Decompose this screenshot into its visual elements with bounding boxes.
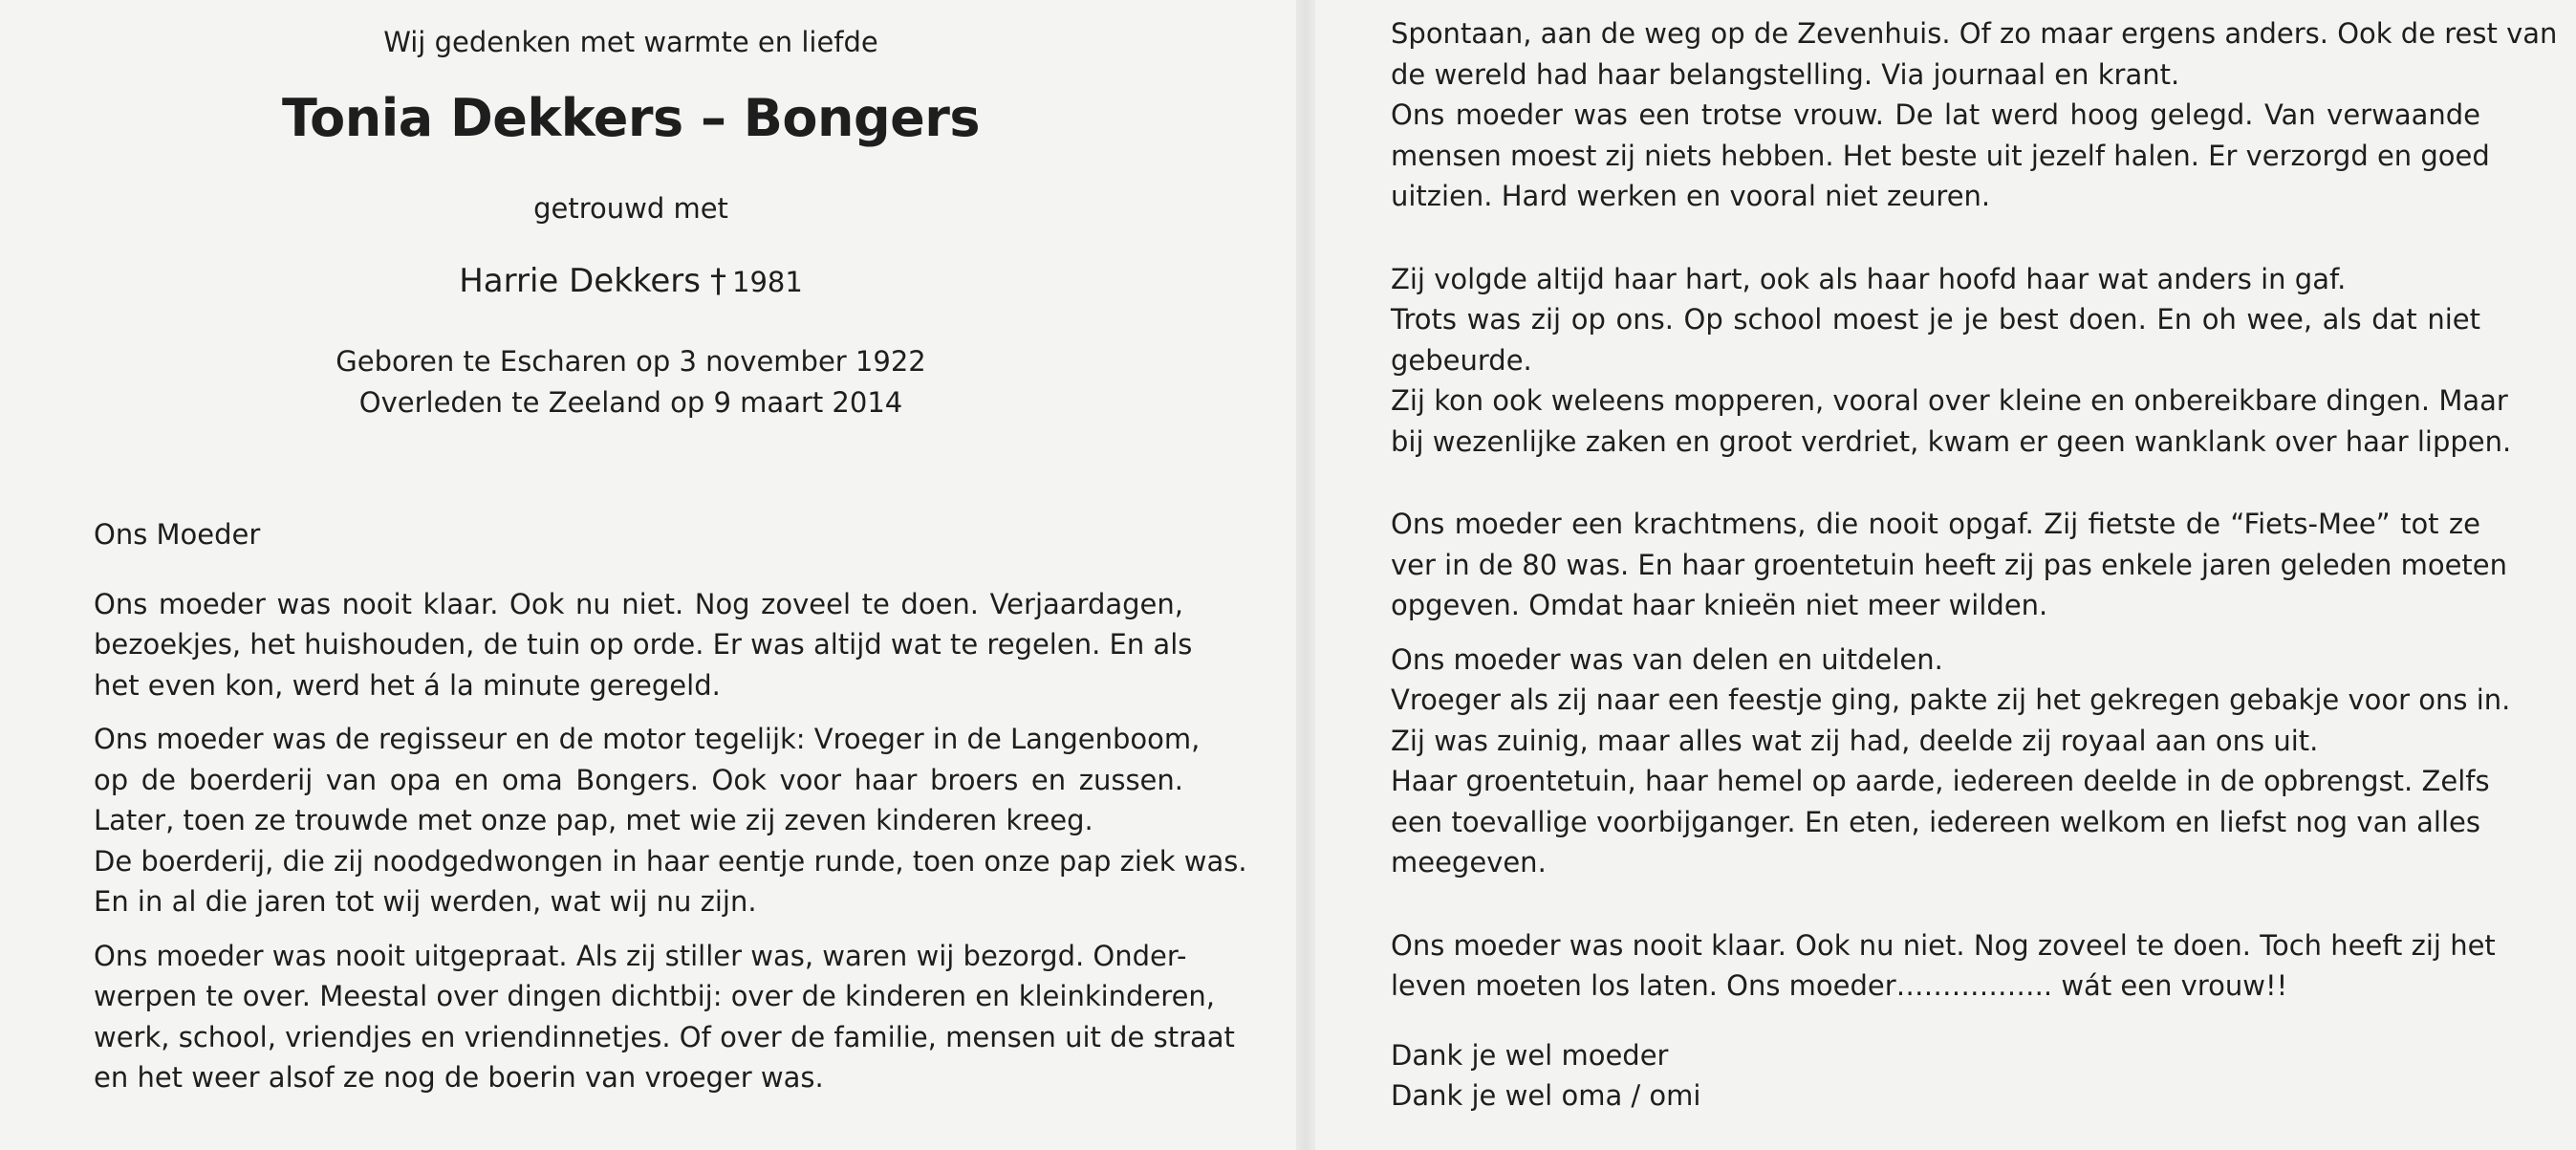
paragraph	[1391, 640, 2511, 883]
text-line: Ons moeder was de regisseur en de motor tegelijk: Vroeger in de Langenboom,	[94, 723, 1201, 755]
paragraph	[1391, 13, 2558, 217]
spouse-death-year: 1981	[732, 266, 803, 298]
text-line: Later, toen ze trouwde met onze pap, met wie zij zeven kinderen kreeg.	[94, 804, 1093, 836]
paragraph	[1391, 925, 2496, 1007]
text-line: bij wezenlijke zaken en groot verdriet, kwam er geen wanklank over haar lippen.	[1391, 424, 2512, 458]
text-line: Trots was zij op ons. Op school moest je je best doen. En oh wee, als dat niet	[1391, 303, 2480, 336]
text-line: meegeven.	[1391, 846, 1547, 879]
married-text: getrouwd met	[533, 192, 728, 225]
text-line: Zij kon ook weleens mopperen, vooral over kleine en onbereikbare dingen. Maar	[1391, 384, 2508, 417]
text-line: En in al die jaren tot wij werden, wat wij nu zijn.	[94, 885, 757, 918]
text-line: mensen moest zij niets hebben. Het beste uit jezelf halen. Er verzorgd en goed	[1391, 139, 2490, 172]
text-line: Ons moeder was nooit klaar. Ook nu niet. Nog zoveel te doen. Toch heeft zij het	[1391, 928, 2496, 962]
text-line: het even kon, werd het á la minute geregeld.	[94, 668, 721, 702]
spouse-line	[0, 260, 1262, 303]
closing-line: Dank je wel oma / omi	[1391, 1079, 1701, 1112]
text-line: opgeven. Omdat haar knieën niet meer wilden.	[1391, 589, 2048, 621]
paragraph	[1391, 504, 2508, 626]
text-line: Zij was zuinig, maar alles wat zij had, deelde zij royaal aan ons uit.	[1391, 724, 2319, 757]
life-dates	[0, 341, 1262, 423]
text-line: op de boerderij van opa en oma Bongers. Ook voor haar broers en zussen.	[94, 763, 1183, 796]
text-line: de wereld had haar belangstelling. Via journaal en krant.	[1391, 57, 2180, 91]
text-line: bezoekjes, het huishouden, de tuin op orde. Er was altijd wat te regelen. En als	[94, 628, 1193, 661]
salutation-text: Ons Moeder	[94, 518, 261, 551]
text-line: Ons moeder was nooit uitgepraat. Als zij stiller was, waren wij bezorgd. Onder-	[94, 939, 1187, 972]
right-column	[1391, 13, 2558, 1117]
text-line: gebeurde.	[1391, 343, 1532, 377]
text-line: Ons moeder een krachtmens, die nooit opgaf. Zij fietste de “Fiets-Mee” tot ze	[1391, 508, 2480, 540]
paragraph	[94, 936, 1235, 1098]
text-line: De boerderij, die zij noodgedwongen in haar eentje runde, toen onze pap ziek was.	[94, 844, 1247, 878]
intro-text: Wij gedenken met warmte en liefde	[383, 26, 878, 58]
text-line: een toevallige voorbijganger. En eten, iedereen welkom en liefst nog van alles	[1391, 805, 2480, 838]
death-line: Overleden te Zeeland op 9 maart 2014	[358, 386, 903, 419]
text-line: leven moeten los laten. Ons moeder…………….. wát een vrouw!!	[1391, 969, 2288, 1002]
text-line: Zij volgde altijd haar hart, ook als haar hoofd haar wat anders in gaf.	[1391, 262, 2347, 295]
text-line: Ons moeder was een trotse vrouw. De lat werd hoog gelegd. Van verwaande	[1391, 98, 2480, 131]
text-line: Spontaan, aan de weg op de Zevenhuis. Of zo maar ergens anders. Ook de rest van	[1391, 17, 2558, 50]
text-line: werk, school, vriendjes en vriendinnetjes. Of over de familie, mensen uit de straat	[94, 1020, 1235, 1053]
text-line: werpen te over. Meestal over dingen dichtbij: over de kinderen en kleinkinderen,	[94, 980, 1216, 1012]
birth-line: Geboren te Escharen op 3 november 1922	[336, 345, 926, 378]
paragraph	[94, 584, 1193, 706]
spouse-name: Harrie Dekkers	[459, 262, 701, 300]
salutation	[94, 514, 1183, 555]
text-line: Ons moeder was nooit klaar. Ook nu niet. Nog zoveel te doen. Verjaardagen,	[94, 587, 1183, 620]
text-line: Vroeger als zij naar een feestje ging, pakte zij het gekregen gebakje voor ons in.	[1391, 683, 2511, 716]
closing-line: Dank je wel moeder	[1391, 1038, 1669, 1072]
card-header	[0, 21, 1262, 423]
deceased-name: Tonia Dekkers – Bongers	[281, 88, 981, 148]
card-fold	[1296, 0, 1315, 1150]
text-line: Haar groentetuin, haar hemel op aarde, iedereen deelde in de opbrengst. Zelfs	[1391, 765, 2490, 797]
left-column	[94, 514, 1247, 1098]
paragraph	[94, 719, 1247, 922]
cross-icon: †	[710, 262, 726, 300]
text-line: uitzien. Hard werken en vooral niet zeuren.	[1391, 180, 1991, 212]
paragraph	[1391, 259, 2512, 463]
text-line: en het weer alsof ze nog de boerin van vroeger was.	[94, 1061, 824, 1094]
closing	[1391, 1035, 2480, 1117]
text-line: Ons moeder was van delen en uitdelen.	[1391, 642, 1943, 676]
text-line: ver in de 80 was. En haar groentetuin heeft zij pas enkele jaren geleden moeten	[1391, 548, 2508, 581]
